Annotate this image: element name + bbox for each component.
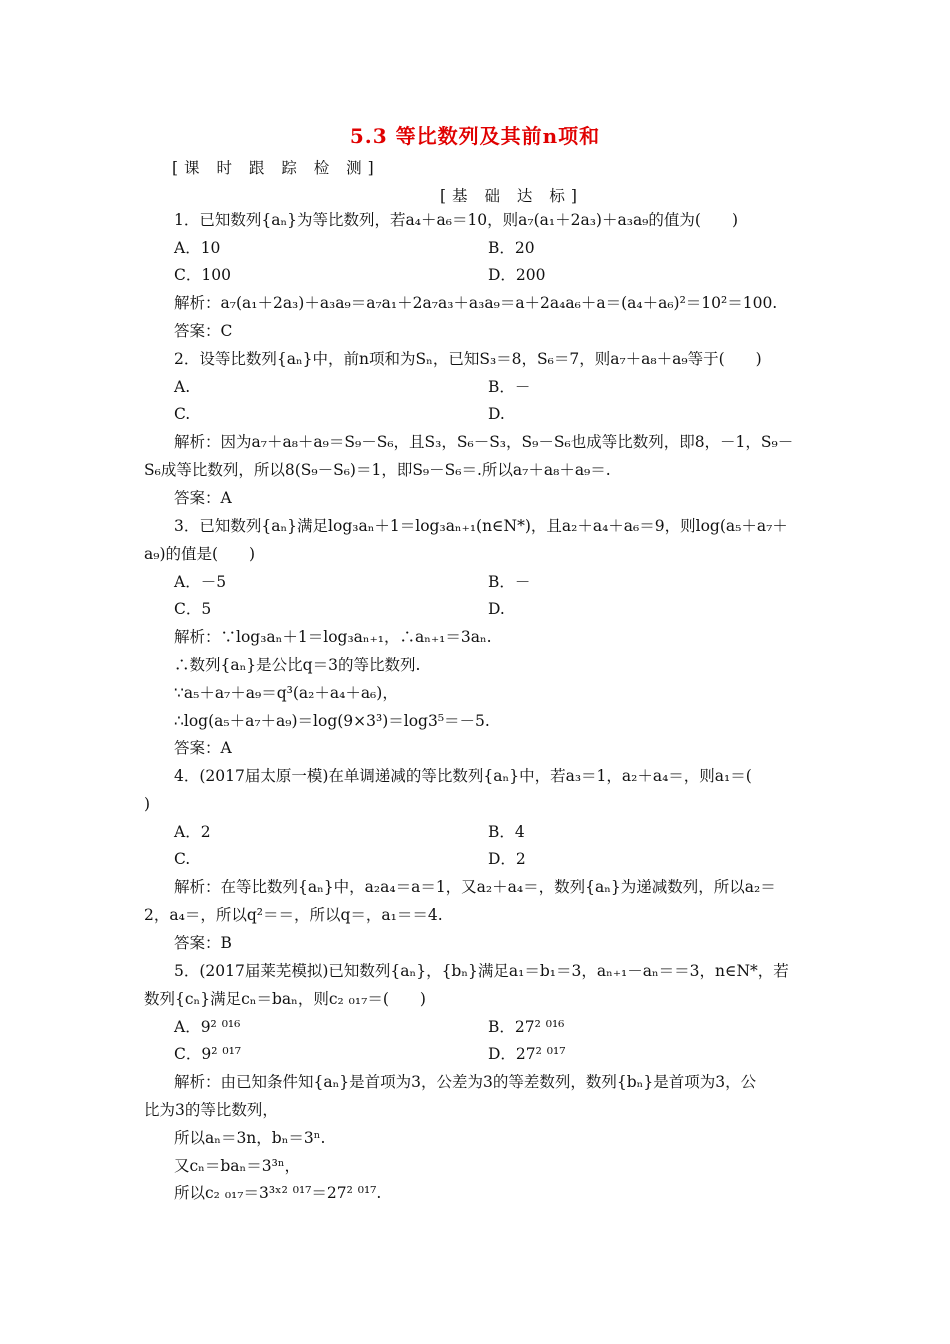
q5-option-d: D．27² ⁰¹⁷ [488, 1045, 566, 1063]
q5-stem-line2: 数列{cₙ}满足cₙ＝baₙ，则c₂ ₀₁₇＝( ) [144, 990, 426, 1008]
q1-solution: 解析：a₇(a₁＋2a₃)＋a₃a₉＝a₇a₁＋2a₇a₃＋a₃a₉＝a＋2a₄a₆＋a＝(a₄＋a₆)²＝10²＝100. [174, 294, 778, 312]
q3-option-d: D. [488, 600, 505, 618]
q4-stem-line2: ) [144, 795, 151, 813]
q3-option-b: B．－ [488, 573, 531, 591]
q1-answer: 答案：C [174, 322, 233, 340]
q5-solution-line1: 解析：由已知条件知{aₙ}是首项为3，公差为3的等差数列，数列{bₙ}是首项为3，公 [174, 1073, 757, 1091]
q4-stem-line1: 4．(2017届太原一模)在单调递减的等比数列{aₙ}中，若a₃＝1，a₂＋a₄＝，则a₁＝( [174, 767, 752, 785]
q1-option-d: D．200 [488, 266, 546, 284]
q3-answer: 答案：A [174, 739, 232, 757]
q5-stem-line1: 5．(2017届莱芜模拟)已知数列{aₙ}，{bₙ}满足a₁＝b₁＝3，aₙ₊₁－aₙ＝＝3，n∈N*，若 [174, 962, 789, 980]
q4-answer: 答案：B [174, 934, 232, 952]
q4-solution-line1: 解析：在等比数列{aₙ}中，a₂a₄＝a＝1，又a₂＋a₄＝，数列{aₙ}为递减数列，所以a₂＝ [174, 878, 776, 896]
q3-option-c: C．5 [174, 600, 212, 618]
q4-option-c: C. [174, 850, 191, 868]
q5-option-a: A．9² ⁰¹⁶ [174, 1018, 241, 1036]
q3-option-a: A．－5 [174, 573, 227, 591]
q2-option-c: C. [174, 405, 191, 423]
q5-solution-line5: 所以c₂ ₀₁₇＝3³ˣ² ⁰¹⁷＝27² ⁰¹⁷. [174, 1184, 382, 1202]
q1-option-c: C．100 [174, 266, 231, 284]
q4-solution-line2: 2，a₄＝，所以q²＝＝，所以q＝，a₁＝＝4. [144, 906, 443, 924]
q1-stem: 1．已知数列{aₙ}为等比数列，若a₄＋a₆＝10，则a₇(a₁＋2a₃)＋a₃a₉的值为( ) [174, 211, 738, 229]
q5-solution-line3: 所以aₙ＝3n，bₙ＝3ⁿ. [174, 1129, 326, 1147]
q3-solution-line2: ∴数列{aₙ}是公比q＝3的等比数列. [174, 656, 421, 674]
q1-option-b: B．20 [488, 239, 535, 257]
q5-option-c: C．9² ⁰¹⁷ [174, 1045, 242, 1063]
q2-stem: 2．设等比数列{aₙ}中，前n项和为Sₙ，已知S₃＝8，S₆＝7，则a₇＋a₈＋a₉等于( ) [174, 350, 762, 368]
q5-option-b: B．27² ⁰¹⁶ [488, 1018, 565, 1036]
q1-option-a: A．10 [174, 239, 221, 257]
q5-solution-line4: 又cₙ＝baₙ＝3³ⁿ， [174, 1157, 301, 1175]
page-title: 5.3 等比数列及其前n项和 [349, 124, 601, 148]
q2-option-d: D. [488, 405, 505, 423]
q2-option-b: B．－ [488, 378, 531, 396]
header-tag: [课 时 跟 踪 检 测] [172, 159, 380, 177]
q4-option-d: D．2 [488, 850, 526, 868]
q3-solution-line3: ∵a₅＋a₇＋a₉＝q³(a₂＋a₄＋a₆)， [174, 684, 398, 702]
q4-option-b: B．4 [488, 823, 525, 841]
q3-solution-line1: 解析：∵log₃aₙ＋1＝log₃aₙ₊₁，∴aₙ₊₁＝3aₙ. [174, 628, 492, 646]
q5-solution-line2: 比为3的等比数列， [144, 1101, 278, 1119]
q2-solution-line2: S₆成等比数列，所以8(S₉－S₆)＝1，即S₉－S₆＝.所以a₇＋a₈＋a₉＝. [144, 461, 611, 479]
section-tag: [基 础 达 标] [440, 187, 583, 205]
q2-option-a: A. [174, 378, 191, 396]
q4-option-a: A．2 [174, 823, 211, 841]
q3-stem-line2: a₉)的值是( ) [144, 545, 256, 563]
q3-solution-line4: ∴log(a₅＋a₇＋a₉)＝log(9×3³)＝log3⁵＝－5. [174, 712, 490, 730]
q2-answer: 答案：A [174, 489, 232, 507]
q2-solution-line1: 解析：因为a₇＋a₈＋a₉＝S₉－S₆，且S₃，S₆－S₃，S₉－S₆也成等比数列，即8，－1，S₉－ [174, 433, 794, 451]
q3-stem-line1: 3．已知数列{aₙ}满足log₃aₙ＋1＝log₃aₙ₊₁(n∈N*)，且a₂＋a₄＋a₆＝9，则log(a₅＋a₇＋ [174, 517, 788, 535]
